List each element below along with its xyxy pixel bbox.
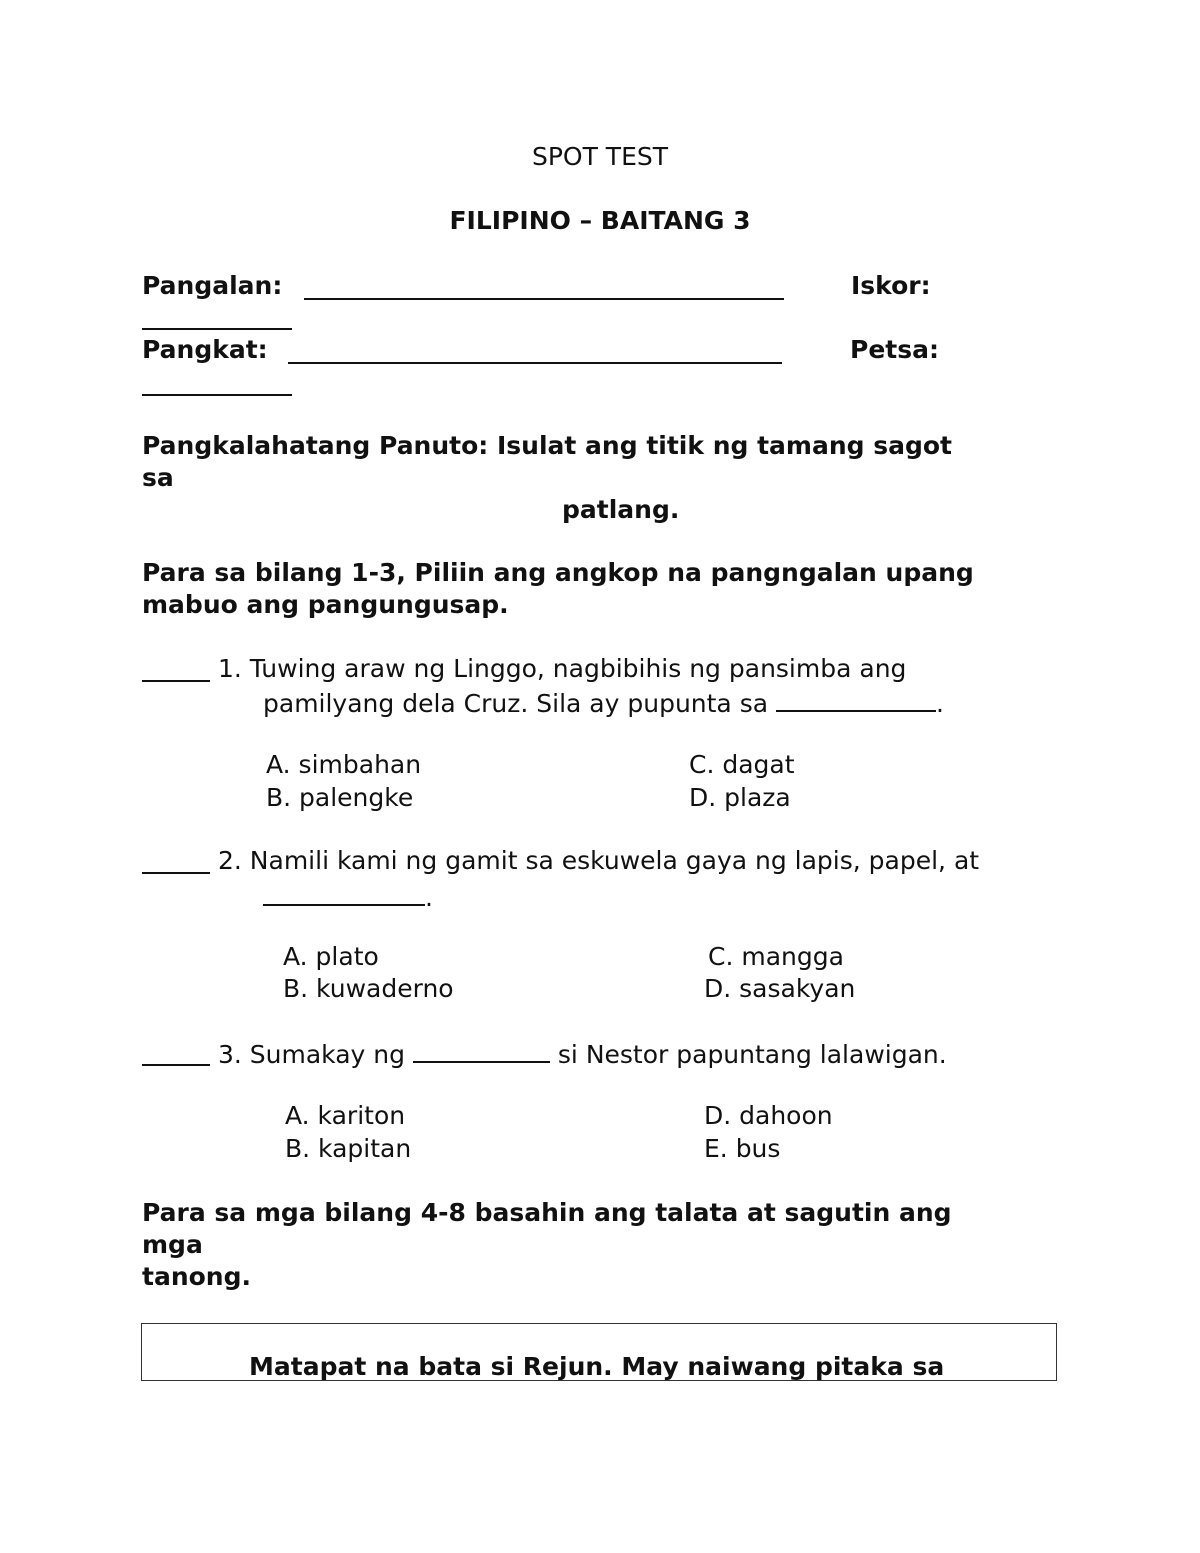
answer-blank-1[interactable]	[142, 680, 210, 682]
section-label: Pangkat:	[142, 335, 268, 364]
general-instruction-line2: sa	[142, 463, 174, 492]
page-subtitle: FILIPINO – BAITANG 3	[449, 206, 751, 235]
q2-choice-a[interactable]: A. plato	[283, 942, 379, 971]
score-label: Iskor:	[851, 271, 931, 300]
section2-instruction-line1: Para sa mga bilang 4-8 basahin ang talata at sagutin ang	[142, 1198, 952, 1227]
q2-choice-c[interactable]: C. mangga	[708, 942, 844, 971]
score-blank[interactable]	[142, 328, 292, 330]
section-blank[interactable]	[288, 362, 782, 364]
q1-choice-b[interactable]: B. palengke	[266, 783, 414, 812]
name-blank[interactable]	[304, 298, 784, 300]
question-3-line: 3. Sumakay ng si Nestor papuntang lalawigan.	[218, 1037, 947, 1071]
q1-choice-d[interactable]: D. plaza	[689, 783, 791, 812]
q2-choice-d[interactable]: D. sasakyan	[704, 974, 856, 1003]
q3-choice-d[interactable]: D. dahoon	[704, 1101, 833, 1130]
q2-choice-b[interactable]: B. kuwaderno	[283, 974, 454, 1003]
q1-choice-a[interactable]: A. simbahan	[266, 750, 422, 779]
q3-choice-a[interactable]: A. kariton	[285, 1101, 406, 1130]
question-2-line1: 2. Namili kami ng gamit sa eskuwela gaya ng lapis, papel, at	[218, 846, 980, 875]
general-instruction-line3: patlang.	[562, 495, 680, 524]
section2-instruction-line3: tanong.	[142, 1262, 251, 1291]
section2-instruction-line2: mga	[142, 1230, 203, 1259]
name-label: Pangalan:	[142, 271, 283, 300]
answer-blank-3[interactable]	[142, 1064, 210, 1066]
question-1-line1: 1. Tuwing araw ng Linggo, nagbibihis ng pansimba ang	[218, 654, 907, 683]
section1-instruction-line1: Para sa bilang 1-3, Piliin ang angkop na pangngalan upang	[142, 558, 974, 587]
date-label: Petsa:	[850, 335, 939, 364]
q3-choice-e[interactable]: E. bus	[704, 1134, 781, 1163]
passage-first-line: Matapat na bata si Rejun. May naiwang pitaka sa	[249, 1352, 945, 1381]
answer-blank-2[interactable]	[142, 872, 210, 874]
question-2-fill-blank[interactable]	[263, 880, 425, 906]
section1-instruction-line2: mabuo ang pangungusap.	[142, 590, 509, 619]
question-1-fill-blank[interactable]	[776, 686, 936, 712]
question-3-fill-blank[interactable]	[413, 1037, 550, 1063]
q1-choice-c[interactable]: C. dagat	[689, 750, 795, 779]
q3-choice-b[interactable]: B. kapitan	[285, 1134, 412, 1163]
date-blank[interactable]	[142, 394, 292, 396]
question-2-line2: .	[263, 880, 433, 914]
general-instruction-line1: Pangkalahatang Panuto: Isulat ang titik ng tamang sagot	[142, 431, 952, 460]
page-title: SPOT TEST	[531, 142, 669, 171]
question-1-line2: pamilyang dela Cruz. Sila ay pupunta sa .	[263, 686, 944, 720]
